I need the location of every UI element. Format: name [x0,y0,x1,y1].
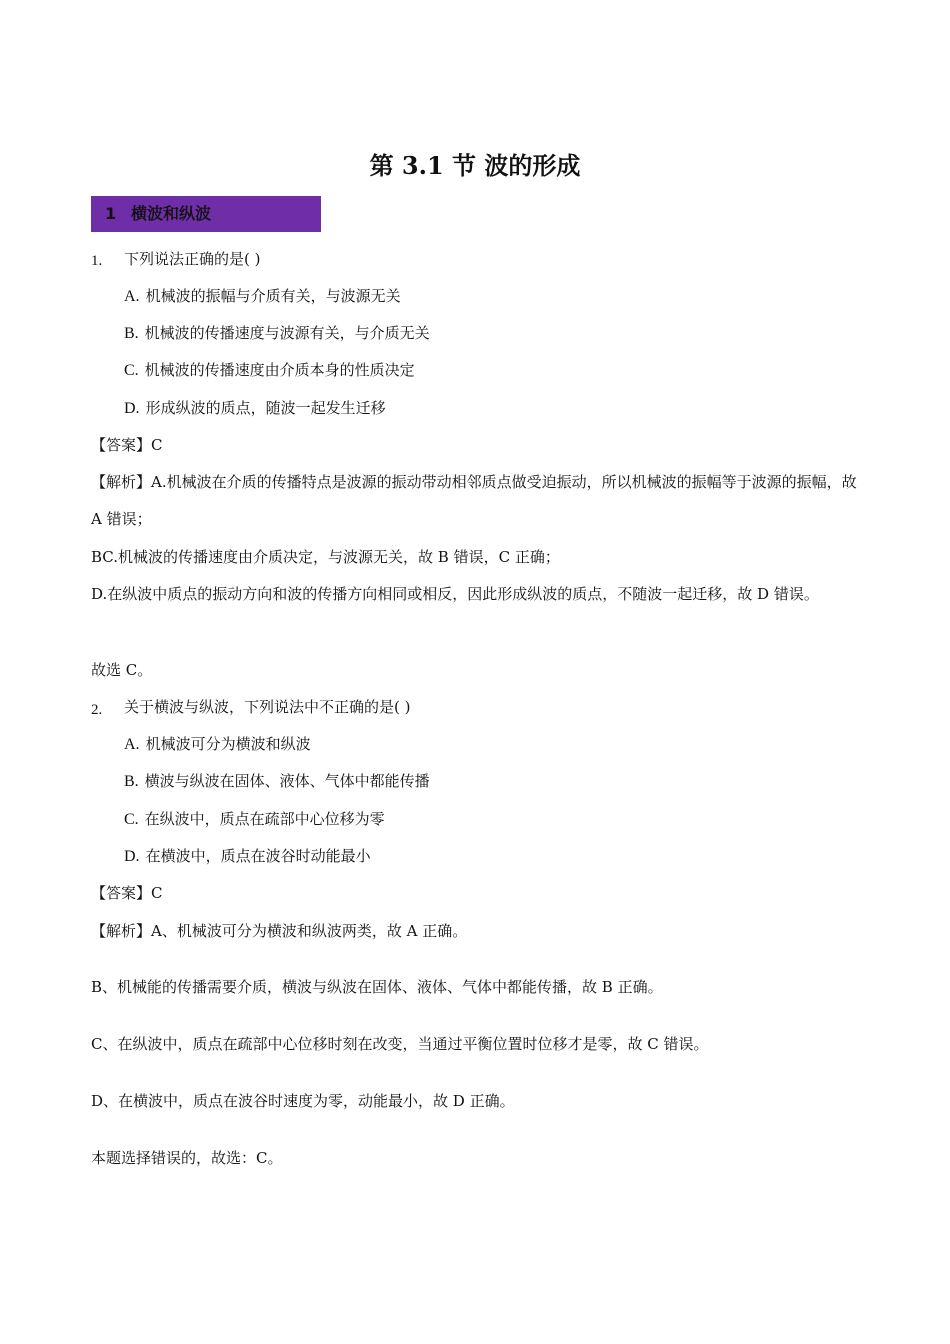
option-c [124,359,415,382]
section-header [91,196,321,232]
option-text: 机械波的传播速度由介质本身的性质决定 [144,361,415,379]
analysis-label: 【解析】 [91,473,152,491]
answer-line [91,882,163,904]
answer-line [91,434,163,456]
analysis-conclusion: 故选 C。 [91,661,153,679]
option-letter: B. [124,325,139,342]
option-text: 形成纵波的质点，随波一起发生迁移 [145,399,386,417]
option-a [124,285,401,308]
option-text: 机械波的传播速度与波源有关，与介质无关 [144,324,430,342]
analysis-text: A、机械波可分为横波和纵波两类，故 A 正确。 [151,922,468,940]
option-b [124,770,430,793]
option-text: 机械波可分为横波和纵波 [145,735,311,753]
answer-value: C [151,884,163,902]
section-number: 1 [105,204,117,223]
question-stem: 关于横波与纵波，下列说法中不正确的是( ) [124,698,411,716]
answer-label: 【答案】 [91,436,152,454]
option-letter: A. [124,736,140,753]
question-number: 1. [91,253,103,269]
option-letter: B. [124,773,139,790]
option-text: 在横波中，质点在波谷时动能最小 [145,847,371,865]
option-c [124,808,385,831]
option-letter: D. [124,400,140,417]
answer-label: 【答案】 [91,884,152,902]
option-text: 机械波的振幅与介质有关，与波源无关 [145,287,401,305]
question-number: 2. [91,702,103,718]
analysis-line: D、在横波中，质点在波谷时速度为零，动能最小，故 D 正确。 [91,1092,515,1110]
option-b [124,322,430,345]
analysis-line: B、机械能的传播需要介质，横波与纵波在固体、液体、气体中都能传播，故 B 正确。 [91,978,663,996]
analysis-paragraph: D.在纵波中质点的振动方向和波的传播方向相同或相反，因此形成纵波的质点，不随波一起迁移，故 D 错误。 [91,585,819,603]
analysis-paragraph [91,464,863,538]
page-title: 第 3.1 节 波的形成 [369,151,581,180]
option-letter: C. [124,362,139,379]
question-stem: 下列说法正确的是( ) [124,250,261,268]
analysis-line: C、在纵波中，质点在疏部中心位移时刻在改变，当通过平衡位置时位移才是零，故 C 错误。 [91,1035,709,1053]
option-d [124,397,386,420]
analysis-label: 【解析】 [91,922,152,940]
option-a [124,733,311,756]
section-label: 横波和纵波 [131,204,212,223]
option-letter: C. [124,811,139,828]
option-text: 在纵波中，质点在疏部中心位移为零 [144,810,385,828]
analysis-text: A.机械波在介质的传播特点是波源的振动带动相邻质点做受迫振动，所以机械波的振幅等于波源的振幅，故 A 错误； [91,473,857,528]
analysis-line: BC.机械波的传播速度由介质决定，与波源无关，故 B 错误，C 正确； [91,548,560,566]
option-d [124,845,371,868]
option-letter: A. [124,288,140,305]
analysis-conclusion: 本题选择错误的，故选：C。 [91,1149,283,1167]
answer-value: C [151,436,163,454]
analysis-line [91,920,467,942]
option-text: 横波与纵波在固体、液体、气体中都能传播 [144,772,430,790]
option-letter: D. [124,848,140,865]
